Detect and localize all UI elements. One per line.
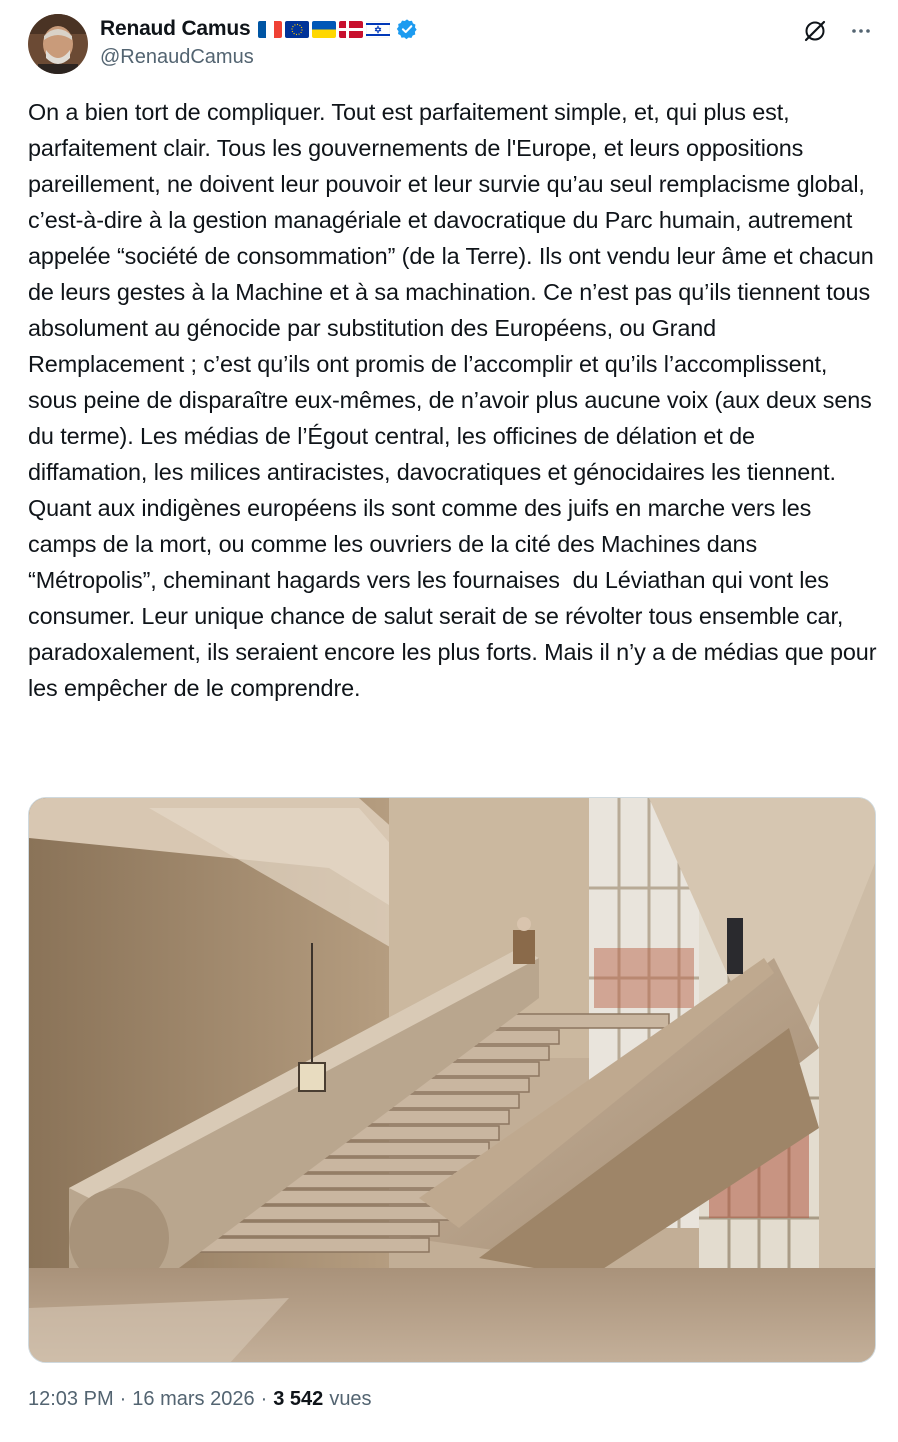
handle[interactable]: @RenaudCamus: [100, 46, 254, 68]
tweet-text: On a bien tort de compliquer. Tout est parfaitement simple, et, qui plus est, parfaitement clair. Tous les gouvernements de l'Europe, et leurs oppositions pareillement, ne doivent leur pouvoir et leur survie qu’au seul remplacisme global, c’est-à-dire à la gestion managériale et davocratique du Parc humain, autrement appelée “société de consommation” (de la Terre). Ils ont vendu leur âme et chacun de leurs gestes à la Machine et à sa machination. Ce n’est pas qu’ils tiennent tous absolument au génocide par substitution des Européens, ou Grand Remplacement ; c’est qu’ils ont promis de l’accomplir et qu’ils l’accomplissent, sous peine de disparaître eux-mêmes, de n’avoir plus aucune voix (aux deux sens du terme). Les médias de l’Égout central, les officines de délation et de diffamation, les milices antiracistes, davocratiques et génocidaires les tiennent. Quant aux indigènes européens ils sont comme des juifs en marche vers les camps de la mort, ou comme les ouvriers de la cité des Machines dans “Métropolis”, cheminant hagards vers les fournaises du Léviathan qui vont les consumer. Leur unique chance de salut serait de se révolter tous ensemble car, paradoxalement, ils seraient encore les plus forts. Mais il n’y a de médias que pour les empêcher de le comprendre.: [28, 99, 883, 701]
views-count: 3 542: [273, 1388, 324, 1410]
views-label: vues: [329, 1388, 372, 1410]
more-icon[interactable]: [846, 16, 876, 46]
display-name[interactable]: Renaud Camus: [100, 17, 251, 40]
tweet-time[interactable]: 12:03 PM: [28, 1388, 114, 1410]
tweet-date[interactable]: 16 mars 2026: [132, 1388, 255, 1410]
author-row: [100, 16, 418, 42]
eu-flag-icon: [285, 21, 309, 38]
tweet-image[interactable]: [28, 797, 876, 1363]
france-flag-icon: [258, 21, 282, 38]
denmark-flag-icon: [339, 21, 363, 38]
meta-separator: ·: [260, 1388, 268, 1410]
tweet-actions-top: [800, 16, 876, 46]
flag-list: [258, 21, 390, 38]
grok-icon[interactable]: [800, 16, 830, 46]
tweet-meta: [28, 1388, 372, 1411]
israel-flag-icon: [366, 21, 390, 38]
verified-badge-icon: [396, 18, 418, 40]
meta-separator: ·: [119, 1388, 127, 1410]
avatar[interactable]: [28, 14, 88, 74]
ukraine-flag-icon: [312, 21, 336, 38]
staircase-photo: [29, 798, 876, 1363]
